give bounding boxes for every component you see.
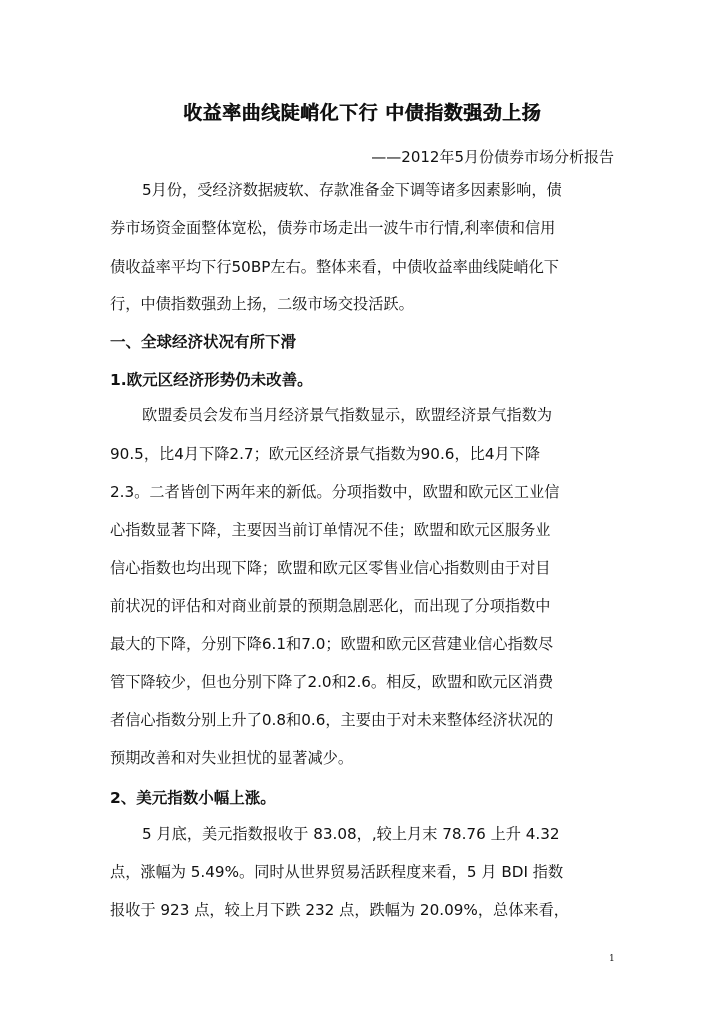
section-heading: 一、全球经济状况有所下滑 bbox=[110, 333, 297, 351]
paragraph-line: 5 月底，美元指数报收于 83.08，,较上月末 78.76 上升 4.32 bbox=[142, 825, 560, 843]
subsection-heading: 2、美元指数小幅上涨。 bbox=[110, 789, 276, 807]
paragraph-line: 心指数显著下降，主要因当前订单情况不佳；欧盟和欧元区服务业 bbox=[110, 521, 551, 539]
subsection-heading: 1.欧元区经济形势仍未改善。 bbox=[110, 371, 313, 389]
paragraph-line: 管下降较少，但也分别下降了2.0和2.6。相反，欧盟和欧元区消费 bbox=[110, 673, 554, 691]
paragraph-line: 债收益率平均下行50BP左右。整体来看，中债收益率曲线陡峭化下 bbox=[110, 258, 559, 276]
paragraph-line: 信心指数也均出现下降；欧盟和欧元区零售业信心指数则由于对目 bbox=[110, 559, 551, 577]
paragraph-line: 2.3。二者皆创下两年来的新低。分项指数中，欧盟和欧元区工业信 bbox=[110, 483, 560, 501]
paragraph-line: 90.5，比4月下降2.7；欧元区经济景气指数为90.6，比4月下降 bbox=[110, 445, 541, 463]
page-number: 1 bbox=[609, 954, 615, 964]
paragraph-line: 欧盟委员会发布当月经济景气指数显示，欧盟经济景气指数为 bbox=[142, 406, 553, 424]
paragraph-line: 预期改善和对失业担忧的显著减少。 bbox=[110, 749, 353, 767]
paragraph-line: 者信心指数分别上升了0.8和0.6，主要由于对未来整体经济状况的 bbox=[110, 711, 554, 729]
document-subtitle: ——2012年5月份债券市场分析报告 bbox=[371, 148, 614, 166]
paragraph-line: 最大的下降，分别下降6.1和7.0；欧盟和欧元区营建业信心指数尽 bbox=[110, 635, 554, 653]
paragraph-line: 券市场资金面整体宽松，债券市场走出一波牛市行情,利率债和信用 bbox=[110, 219, 556, 237]
paragraph-line: 前状况的评估和对商业前景的预期急剧恶化，而出现了分项指数中 bbox=[110, 597, 551, 615]
paragraph-line: 5月份，受经济数据疲软、存款准备金下调等诸多因素影响，债 bbox=[142, 181, 562, 199]
document-title: 收益率曲线陡峭化下行 中债指数强劲上扬 bbox=[182, 102, 542, 124]
paragraph-line: 报收于 923 点，较上月下跌 232 点，跌幅为 20.09%，总体来看， bbox=[110, 901, 569, 919]
paragraph-line: 行，中债指数强劲上扬，二级市场交投活跃。 bbox=[110, 295, 414, 313]
paragraph-line: 点，涨幅为 5.49%。同时从世界贸易活跃程度来看，5 月 BDI 指数 bbox=[110, 863, 564, 881]
